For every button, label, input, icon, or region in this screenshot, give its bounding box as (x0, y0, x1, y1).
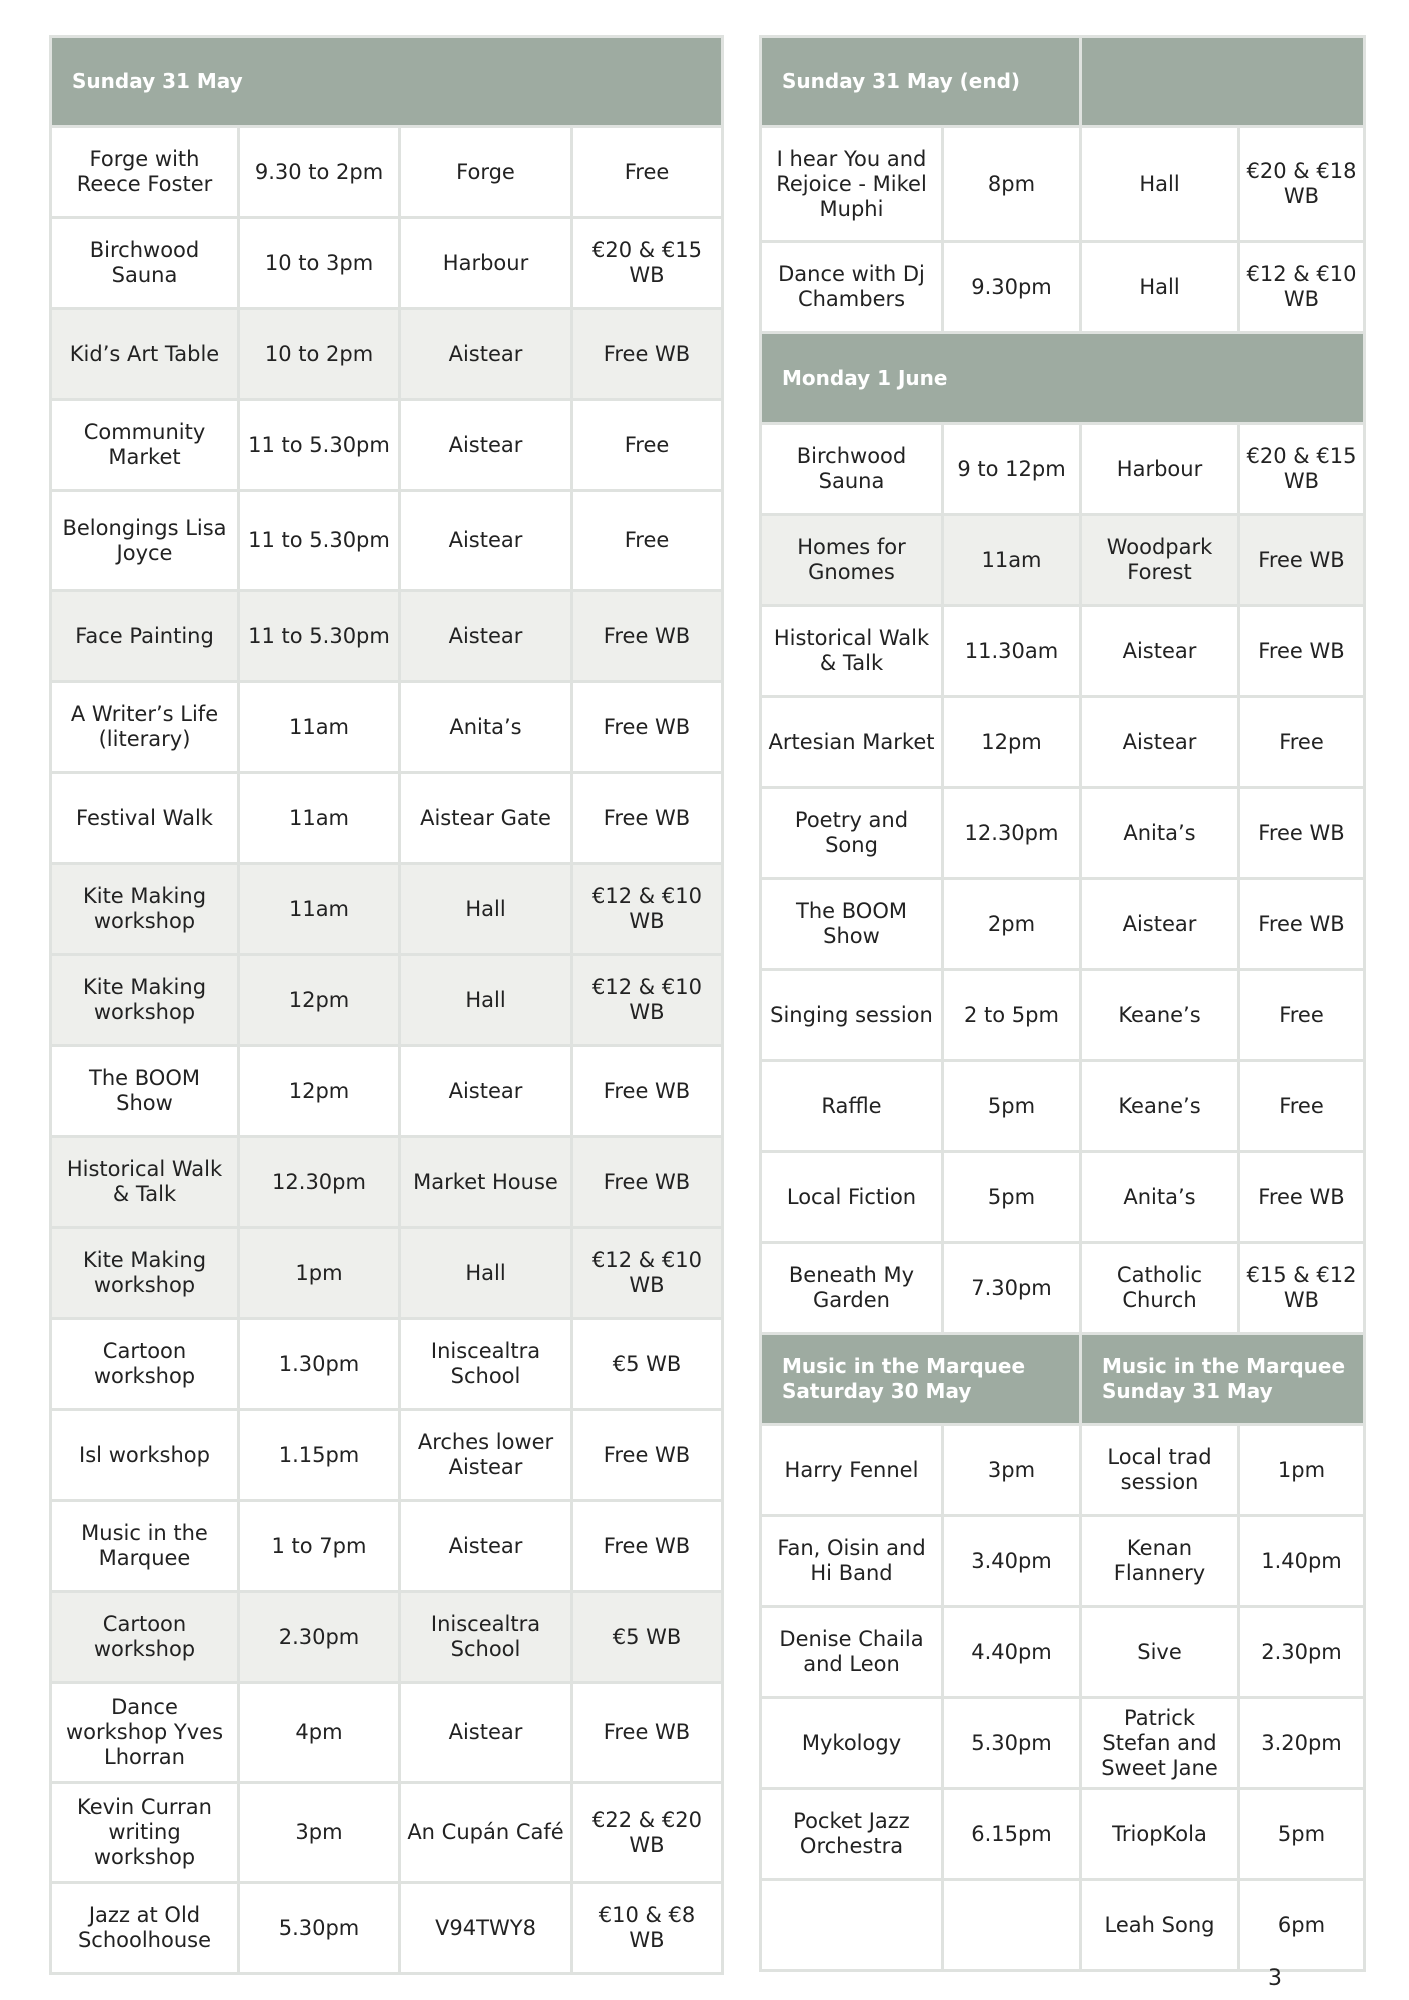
time-cell: 12.30pm (943, 788, 1081, 879)
price-cell: €5 WB (572, 1592, 723, 1683)
price-cell: Free WB (572, 682, 723, 773)
event-cell: Cartoon workshop (51, 1319, 239, 1410)
time-cell: 10 to 2pm (239, 309, 400, 400)
event-cell: Kid’s Art Table (51, 309, 239, 400)
time-cell: 10 to 3pm (239, 218, 400, 309)
venue-cell: An Cupán Café (400, 1783, 572, 1883)
price-cell: Free WB (572, 309, 723, 400)
venue-cell: Iniscealtra School (400, 1319, 572, 1410)
price-cell: Free (572, 127, 723, 218)
table-row (761, 1789, 1365, 1880)
price-cell: Free (1239, 970, 1365, 1061)
event-cell: Local Fiction (761, 1152, 943, 1243)
price-cell: €20 & €15 WB (572, 218, 723, 309)
table-row (51, 1883, 723, 1974)
venue-cell: Hall (400, 864, 572, 955)
time-cell: 11.30am (943, 606, 1081, 697)
saturday-time-cell: 5.30pm (943, 1698, 1081, 1789)
table-row (761, 1516, 1365, 1607)
saturday-act-cell: Harry Fennel (761, 1425, 943, 1516)
table-row (761, 127, 1365, 242)
event-cell: Festival Walk (51, 773, 239, 864)
price-cell: €20 & €15 WB (1239, 424, 1365, 515)
price-cell: Free (572, 491, 723, 591)
time-cell: 8pm (943, 127, 1081, 242)
sunday-act-cell: Sive (1081, 1607, 1239, 1698)
event-cell: Beneath My Garden (761, 1243, 943, 1334)
price-cell: €12 & €10 WB (572, 1228, 723, 1319)
venue-cell: Arches lower Aistear (400, 1410, 572, 1501)
table-row (51, 218, 723, 309)
section-header-sunday-end: Sunday 31 May (end) (761, 37, 1081, 127)
table-row (761, 1698, 1365, 1789)
venue-cell: Anita’s (1081, 1152, 1239, 1243)
time-cell: 5pm (943, 1061, 1081, 1152)
event-cell: The BOOM Show (51, 1046, 239, 1137)
table-row (51, 682, 723, 773)
sunday-act-cell: Patrick Stefan and Sweet Jane (1081, 1698, 1239, 1789)
price-cell: €12 & €10 WB (572, 955, 723, 1046)
venue-cell: Aistear (400, 591, 572, 682)
time-cell: 3pm (239, 1783, 400, 1883)
event-cell: I hear You and Rejoice - Mikel Muphi (761, 127, 943, 242)
table-row (761, 606, 1365, 697)
venue-cell: Aistear (400, 491, 572, 591)
table-row (51, 1410, 723, 1501)
table-row (761, 1061, 1365, 1152)
price-cell: Free WB (572, 1137, 723, 1228)
time-cell: 1pm (239, 1228, 400, 1319)
saturday-time-cell: 6.15pm (943, 1789, 1081, 1880)
venue-cell: Aistear (400, 1683, 572, 1783)
time-cell: 2.30pm (239, 1592, 400, 1683)
price-cell: Free WB (572, 1046, 723, 1137)
venue-cell: Keane’s (1081, 1061, 1239, 1152)
time-cell: 5pm (943, 1152, 1081, 1243)
table-row (51, 400, 723, 491)
event-cell: Artesian Market (761, 697, 943, 788)
sunday-time-cell: 5pm (1239, 1789, 1365, 1880)
saturday-act-cell: Pocket Jazz Orchestra (761, 1789, 943, 1880)
table-row (761, 1607, 1365, 1698)
event-cell: Forge with Reece Foster (51, 127, 239, 218)
event-cell: Jazz at Old Schoolhouse (51, 1883, 239, 1974)
table-row (761, 970, 1365, 1061)
time-cell: 5.30pm (239, 1883, 400, 1974)
time-cell: 1.15pm (239, 1410, 400, 1501)
event-cell: Kite Making workshop (51, 955, 239, 1046)
event-cell: Dance workshop Yves Lhorran (51, 1683, 239, 1783)
price-cell: €20 & €18 WB (1239, 127, 1365, 242)
sunday-time-cell: 6pm (1239, 1880, 1365, 1971)
table-row (51, 1137, 723, 1228)
price-cell: Free WB (572, 1683, 723, 1783)
time-cell: 12.30pm (239, 1137, 400, 1228)
saturday-act-cell: Denise Chaila and Leon (761, 1607, 943, 1698)
event-cell: Birchwood Sauna (51, 218, 239, 309)
section-header-monday: Monday 1 June (761, 333, 1365, 424)
venue-cell: Harbour (400, 218, 572, 309)
price-cell: Free WB (1239, 1152, 1365, 1243)
venue-cell: Aistear (400, 309, 572, 400)
sunday-time-cell: 1.40pm (1239, 1516, 1365, 1607)
table-row (51, 1592, 723, 1683)
time-cell: 9 to 12pm (943, 424, 1081, 515)
table-row (51, 773, 723, 864)
table-row (51, 591, 723, 682)
venue-cell: Catholic Church (1081, 1243, 1239, 1334)
venue-cell: Forge (400, 127, 572, 218)
venue-cell: Hall (400, 955, 572, 1046)
section-header-blank (1081, 37, 1365, 127)
time-cell: 9.30 to 2pm (239, 127, 400, 218)
table-row (51, 1228, 723, 1319)
event-cell: Homes for Gnomes (761, 515, 943, 606)
sunday-time-cell: 2.30pm (1239, 1607, 1365, 1698)
event-cell: Kite Making workshop (51, 1228, 239, 1319)
price-cell: €12 & €10 WB (572, 864, 723, 955)
time-cell: 11am (239, 773, 400, 864)
saturday-act-cell (761, 1880, 943, 1971)
event-cell: Cartoon workshop (51, 1592, 239, 1683)
sunday-act-cell: Leah Song (1081, 1880, 1239, 1971)
time-cell: 2 to 5pm (943, 970, 1081, 1061)
event-cell: Community Market (51, 400, 239, 491)
section-header-marquee-sunday: Music in the Marquee Sunday 31 May (1081, 1334, 1365, 1425)
table-row (761, 1425, 1365, 1516)
section-header-marquee-saturday: Music in the Marquee Saturday 30 May (761, 1334, 1081, 1425)
table-row (51, 127, 723, 218)
venue-cell: Anita’s (400, 682, 572, 773)
price-cell: Free WB (1239, 879, 1365, 970)
price-cell: €12 & €10 WB (1239, 242, 1365, 333)
table-row (761, 1152, 1365, 1243)
table-row (761, 788, 1365, 879)
venue-cell: Market House (400, 1137, 572, 1228)
table-row (761, 242, 1365, 333)
price-cell: Free WB (572, 1501, 723, 1592)
time-cell: 1.30pm (239, 1319, 400, 1410)
price-cell: €10 & €8 WB (572, 1883, 723, 1974)
venue-cell: Iniscealtra School (400, 1592, 572, 1683)
table-row (761, 515, 1365, 606)
table-row (51, 1683, 723, 1783)
price-cell: Free WB (1239, 515, 1365, 606)
venue-cell: Aistear (1081, 606, 1239, 697)
time-cell: 2pm (943, 879, 1081, 970)
saturday-act-cell: Mykology (761, 1698, 943, 1789)
venue-cell: Aistear (1081, 879, 1239, 970)
venue-cell: Aistear (400, 1501, 572, 1592)
table-row (761, 697, 1365, 788)
table-row (761, 1880, 1365, 1971)
venue-cell: Anita’s (1081, 788, 1239, 879)
table-row (51, 1783, 723, 1883)
venue-cell: Hall (400, 1228, 572, 1319)
event-cell: Historical Walk & Talk (761, 606, 943, 697)
time-cell: 4pm (239, 1683, 400, 1783)
venue-cell: Keane’s (1081, 970, 1239, 1061)
price-cell: Free WB (572, 1410, 723, 1501)
saturday-time-cell (943, 1880, 1081, 1971)
event-cell: Kite Making workshop (51, 864, 239, 955)
event-cell: Dance with Dj Chambers (761, 242, 943, 333)
event-cell: Kevin Curran writing workshop (51, 1783, 239, 1883)
time-cell: 1 to 7pm (239, 1501, 400, 1592)
table-row (51, 955, 723, 1046)
event-cell: Poetry and Song (761, 788, 943, 879)
event-cell: Raffle (761, 1061, 943, 1152)
table-row (51, 864, 723, 955)
sunday-act-cell: Kenan Flannery (1081, 1516, 1239, 1607)
venue-cell: Aistear (400, 400, 572, 491)
event-cell: Face Painting (51, 591, 239, 682)
time-cell: 11 to 5.30pm (239, 491, 400, 591)
price-cell: €5 WB (572, 1319, 723, 1410)
time-cell: 12pm (239, 955, 400, 1046)
venue-cell: V94TWY8 (400, 1883, 572, 1974)
saturday-act-cell: Fan, Oisin and Hi Band (761, 1516, 943, 1607)
sunday-schedule-table (49, 35, 724, 1975)
price-cell: Free (572, 400, 723, 491)
price-cell: Free WB (572, 773, 723, 864)
sunday-time-cell: 3.20pm (1239, 1698, 1365, 1789)
table-row (51, 309, 723, 400)
time-cell: 11am (239, 864, 400, 955)
section-header-sunday: Sunday 31 May (51, 37, 723, 127)
price-cell: Free (1239, 1061, 1365, 1152)
event-cell: Belongings Lisa Joyce (51, 491, 239, 591)
time-cell: 11 to 5.30pm (239, 400, 400, 491)
price-cell: Free (1239, 697, 1365, 788)
event-cell: Singing session (761, 970, 943, 1061)
event-cell: Birchwood Sauna (761, 424, 943, 515)
event-cell: The BOOM Show (761, 879, 943, 970)
time-cell: 11 to 5.30pm (239, 591, 400, 682)
event-cell: Music in the Marquee (51, 1501, 239, 1592)
sunday-time-cell: 1pm (1239, 1425, 1365, 1516)
table-row (51, 491, 723, 591)
venue-cell: Aistear (1081, 697, 1239, 788)
time-cell: 12pm (239, 1046, 400, 1137)
venue-cell: Woodpark Forest (1081, 515, 1239, 606)
table-row (51, 1046, 723, 1137)
event-cell: Isl workshop (51, 1410, 239, 1501)
table-row (761, 1243, 1365, 1334)
venue-cell: Hall (1081, 127, 1239, 242)
price-cell: Free WB (572, 591, 723, 682)
saturday-time-cell: 3.40pm (943, 1516, 1081, 1607)
saturday-time-cell: 3pm (943, 1425, 1081, 1516)
time-cell: 11am (943, 515, 1081, 606)
venue-cell: Aistear (400, 1046, 572, 1137)
sunday-act-cell: TriopKola (1081, 1789, 1239, 1880)
price-cell: €15 & €12 WB (1239, 1243, 1365, 1334)
event-cell: A Writer’s Life (literary) (51, 682, 239, 773)
venue-cell: Aistear Gate (400, 773, 572, 864)
price-cell: Free WB (1239, 788, 1365, 879)
page-number: 3 (1268, 1966, 1282, 1991)
table-row (51, 1501, 723, 1592)
saturday-time-cell: 4.40pm (943, 1607, 1081, 1698)
time-cell: 9.30pm (943, 242, 1081, 333)
venue-cell: Hall (1081, 242, 1239, 333)
table-row (761, 879, 1365, 970)
venue-cell: Harbour (1081, 424, 1239, 515)
time-cell: 12pm (943, 697, 1081, 788)
event-cell: Historical Walk & Talk (51, 1137, 239, 1228)
right-schedule-table (759, 35, 1366, 1972)
time-cell: 11am (239, 682, 400, 773)
sunday-act-cell: Local trad session (1081, 1425, 1239, 1516)
table-row (761, 424, 1365, 515)
table-row (51, 1319, 723, 1410)
price-cell: Free WB (1239, 606, 1365, 697)
time-cell: 7.30pm (943, 1243, 1081, 1334)
price-cell: €22 & €20 WB (572, 1783, 723, 1883)
